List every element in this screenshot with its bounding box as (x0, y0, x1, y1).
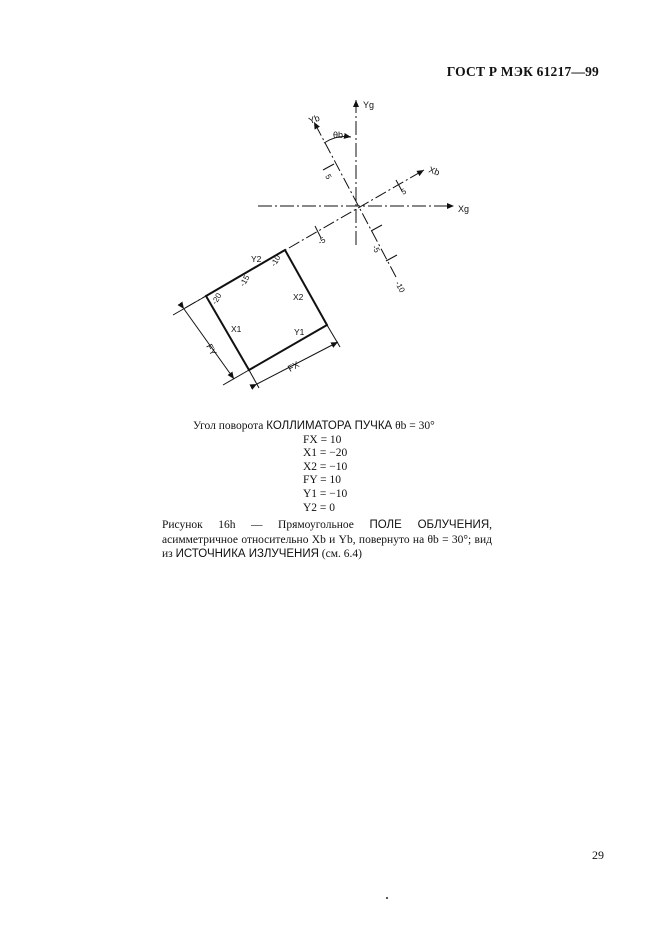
tick-yb-neg10: -10 (393, 279, 407, 295)
fy-extension-top (173, 296, 206, 315)
fx-extension-left (249, 370, 259, 388)
edge-y2-label: Y2 (251, 254, 262, 264)
fx-extension-right (327, 325, 340, 347)
collimator-term: КОЛЛИМАТОРА ПУЧКА (266, 420, 393, 432)
value-y2: Y2 = 0 (303, 501, 336, 514)
value-fx: FX = 10 (303, 433, 342, 446)
caption-part3: (см. 6.4) (321, 548, 362, 560)
yb-axis (314, 122, 396, 277)
xg-label: Xg (458, 204, 470, 214)
corner-tick-10: -10 (268, 253, 283, 268)
page-number: 29 (592, 848, 604, 862)
edge-y1-label: Y1 (294, 327, 305, 337)
caption-term-source: ИСТОЧНИКА ИЗЛУЧЕНИЯ (175, 548, 319, 560)
angle-label: θb (333, 130, 344, 140)
radiation-field (206, 250, 327, 370)
standard-header: ГОСТ Р МЭК 61217—99 (446, 64, 599, 79)
parameter-list (193, 420, 463, 515)
tick-yb-5: 5 (323, 172, 334, 181)
value-x1: X1 = −20 (303, 447, 348, 460)
fy-label: FY (204, 342, 219, 358)
figure-caption (162, 518, 492, 562)
scan-dot (386, 897, 388, 899)
caption-part2: , асимметричное относительно Xb и Yb, повернуто на θb = 30°; вид из (162, 519, 493, 560)
xb-label: Xb (427, 164, 442, 178)
tick-xb-5: 5 (399, 186, 408, 197)
edge-x2-label: X2 (293, 292, 304, 302)
tick-xb-neg5: -5 (316, 235, 328, 247)
caption-term-field: ПОЛЕ ОБЛУЧЕНИЯ (369, 519, 490, 531)
yb-label: Yb (307, 112, 322, 126)
edge-x1-label: X1 (231, 324, 242, 334)
value-fy: FY = 10 (303, 474, 342, 487)
fx-label: FX (286, 359, 301, 374)
yg-label: Yg (363, 100, 375, 110)
fy-extension-bottom (223, 370, 249, 385)
rotation-angle-prefix: Угол поворота (193, 420, 264, 432)
tick-yb-neg5: -5 (370, 243, 382, 255)
value-y1: Y1 = −10 (303, 487, 348, 500)
rotation-angle-value: θb = 30° (395, 420, 435, 432)
corner-tick-15: -15 (237, 273, 252, 288)
caption-part1: Рисунок 16h — Прямоугольное (162, 519, 354, 531)
rotation-angle-line (193, 420, 463, 434)
corner-tick-20: -20 (209, 291, 224, 306)
value-x2: X2 = −10 (303, 460, 348, 473)
